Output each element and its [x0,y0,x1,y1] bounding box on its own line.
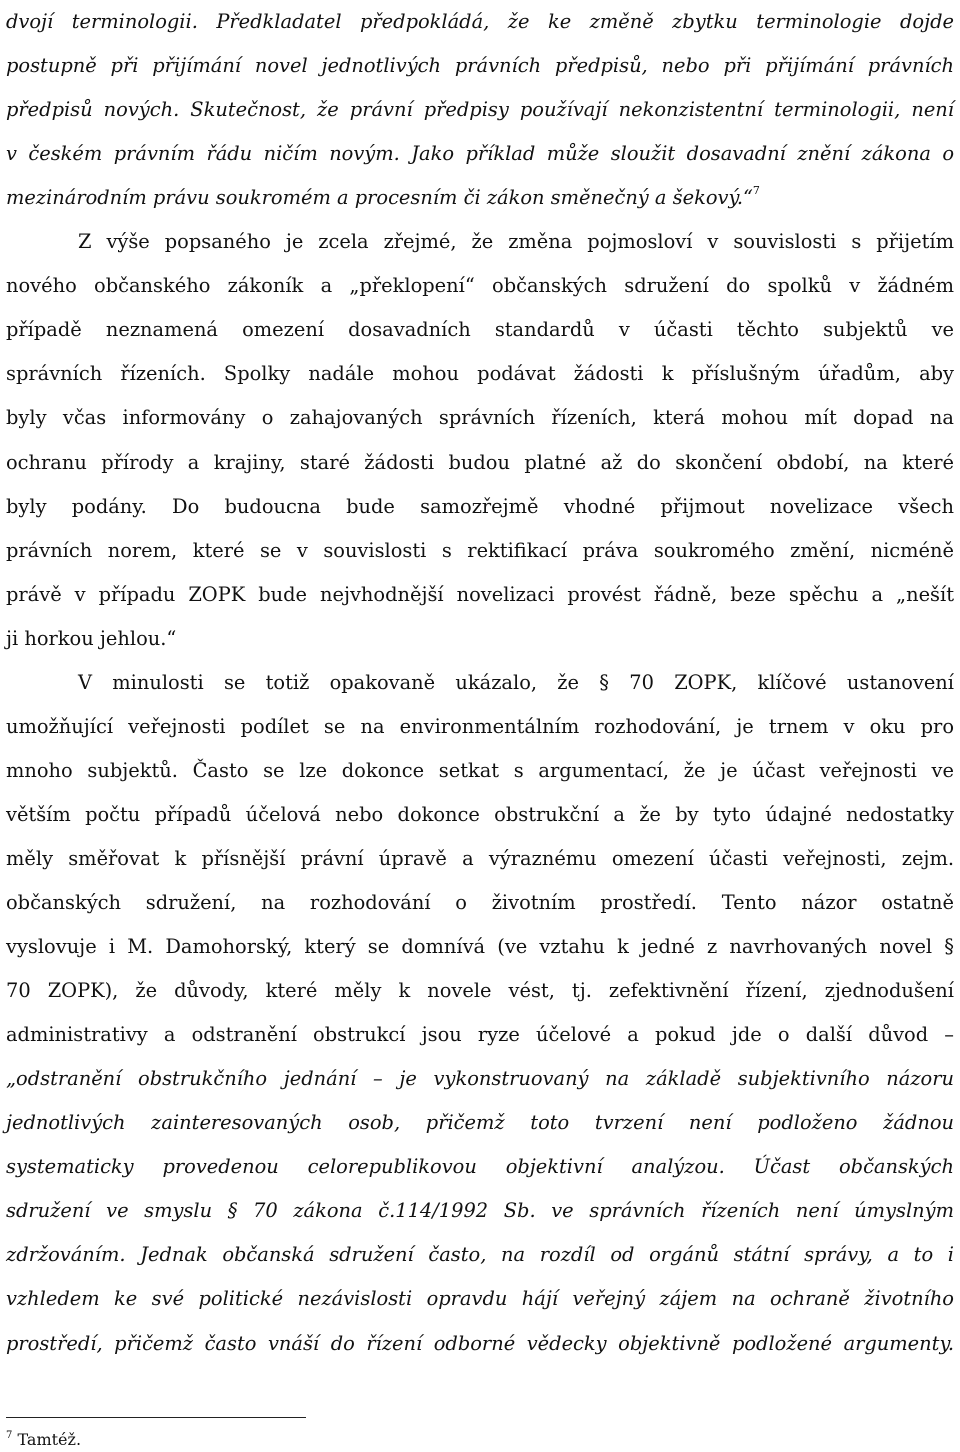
text-line [6,529,954,573]
text-line [6,837,954,881]
text-line-content: v českém právním řádu ničím novým. Jako příklad může sloužit dosavadní znění zákona o [6,142,954,166]
text-line-content: právě v případu ZOPK bude nejvhodnější novelizaci provést řádně, beze spěchu a „nešít [6,582,954,606]
text-line-content: mezinárodním právu soukromém a procesním či zákon směnečný a šekový.“ [6,186,753,210]
text-line [6,264,954,308]
text-line [6,0,954,44]
text-line [6,132,954,176]
text-line [6,1145,954,1189]
footnote-separator [6,1417,306,1418]
text-line [6,793,954,837]
text-line-content: případě neznamená omezení dosavadních standardů v účasti těchto subjektů ve [6,318,954,342]
text-line-content: mnoho subjektů. Často se lze dokonce setkat s argumentací, že je účast veřejnosti ve [6,758,954,782]
text-line [6,925,954,969]
text-line [6,485,954,529]
text-line-content: ji horkou jehlou.“ [6,626,177,650]
text-line [6,44,954,88]
text-line [6,88,954,132]
text-line-content: dvojí terminologii. Předkladatel předpokládá, že ke změně zbytku terminologie dojde [6,10,954,33]
text-line-content: větším počtu případů účelová nebo dokonce obstrukční a že by tyto údajné nedostatky [6,802,954,826]
text-line-content: správních řízeních. Spolky nadále mohou podávat žádosti k příslušným úřadům, aby [6,362,954,386]
text-line-content: administrativy a odstranění obstrukcí jsou ryze účelové a pokud jde o další důvod – [6,1023,954,1047]
text-line-content: postupně při přijímání novel jednotlivých právních předpisů, nebo při přijímání právních [6,54,954,78]
text-line [78,661,954,705]
footnote-text: Tamtéž. [17,1430,82,1449]
text-line [6,1189,954,1233]
text-line-content: právních norem, které se v souvislosti s rektifikací práva soukromého změní, nicméně [6,538,954,562]
text-line-content: umožňující veřejnosti podílet se na environmentálním rozhodování, je trnem v oku pro [6,714,954,738]
text-line [6,352,954,396]
text-line [6,1101,954,1145]
text-line-content: systematicky provedenou celorepublikovou objektivní analýzou. Účast občanských [6,1155,954,1179]
footnote-number: 7 [6,1430,13,1441]
text-line-content: předpisů nových. Skutečnost, že právní předpisy používají nekonzistentní terminologii, není [6,98,954,122]
text-line-content: byly podány. Do budoucna bude samozřejmě vhodné přijmout novelizace všech [6,494,954,518]
text-line-content: vyslovuje i M. Damohorský, který se domnívá (ve vztahu k jedné z navrhovaných novel § [6,935,954,959]
text-line [6,441,954,485]
text-line-content: V minulosti se totiž opakovaně ukázalo, že § 70 ZOPK, klíčové ustanovení [78,670,954,694]
text-line [6,308,954,352]
text-line-content: měly směřovat k přísnější právní úpravě a výraznému omezení účasti veřejnosti, zejm. [6,846,954,870]
text-line [6,1322,954,1366]
footnote [6,1430,81,1450]
text-line [6,617,954,661]
text-line-content: 70 ZOPK), že důvody, které měly k novele vést, tj. zefektivnění řízení, zjednodušení [6,979,954,1003]
text-line-content: byly včas informovány o zahajovaných správních řízeních, která mohou mít dopad na [6,406,954,430]
text-line [6,705,954,749]
text-line-content: vzhledem ke své politické nezávislosti opravdu hájí veřejný zájem na ochraně životního [6,1287,954,1311]
text-line-content: zdržováním. Jednak občanská sdružení často, na rozdíl od orgánů státní správy, a to i [6,1243,954,1267]
text-line-content: „odstranění obstrukčního jednání – je vykonstruovaný na základě subjektivního názoru [6,1067,954,1091]
text-line-content: Z výše popsaného je zcela zřejmé, že změna pojmosloví v souvislosti s přijetím [78,230,954,254]
text-line [6,1057,954,1101]
text-line-content: ochranu přírody a krajiny, staré žádosti budou platné až do skončení období, na které [6,450,954,474]
text-line-content: jednotlivých zainteresovaných osob, přičemž toto tvrzení není podloženo žádnou [6,1111,954,1135]
text-line-content: občanských sdružení, na rozhodování o životním prostředí. Tento názor ostatně [6,891,954,914]
text-line [6,969,954,1013]
text-line [6,573,954,617]
text-line-content: nového občanského zákoník a „překlopení“ občanských sdružení do spolků v žádném [6,274,954,298]
text-line [6,1233,954,1277]
text-line [6,881,954,925]
text-line-content: sdružení ve smyslu § 70 zákona č.114/1992 Sb. ve správních řízeních není úmyslným [6,1199,954,1223]
text-line [6,1277,954,1321]
text-line [6,176,954,220]
text-line [6,749,954,793]
text-line [6,1013,954,1057]
text-line-content: prostředí, přičemž často vnáší do řízení odborné vědecky objektivně podložené argumenty. [6,1331,954,1355]
text-line [6,396,954,440]
footnote-reference[interactable]: 7 [752,184,760,198]
text-line [78,220,954,264]
